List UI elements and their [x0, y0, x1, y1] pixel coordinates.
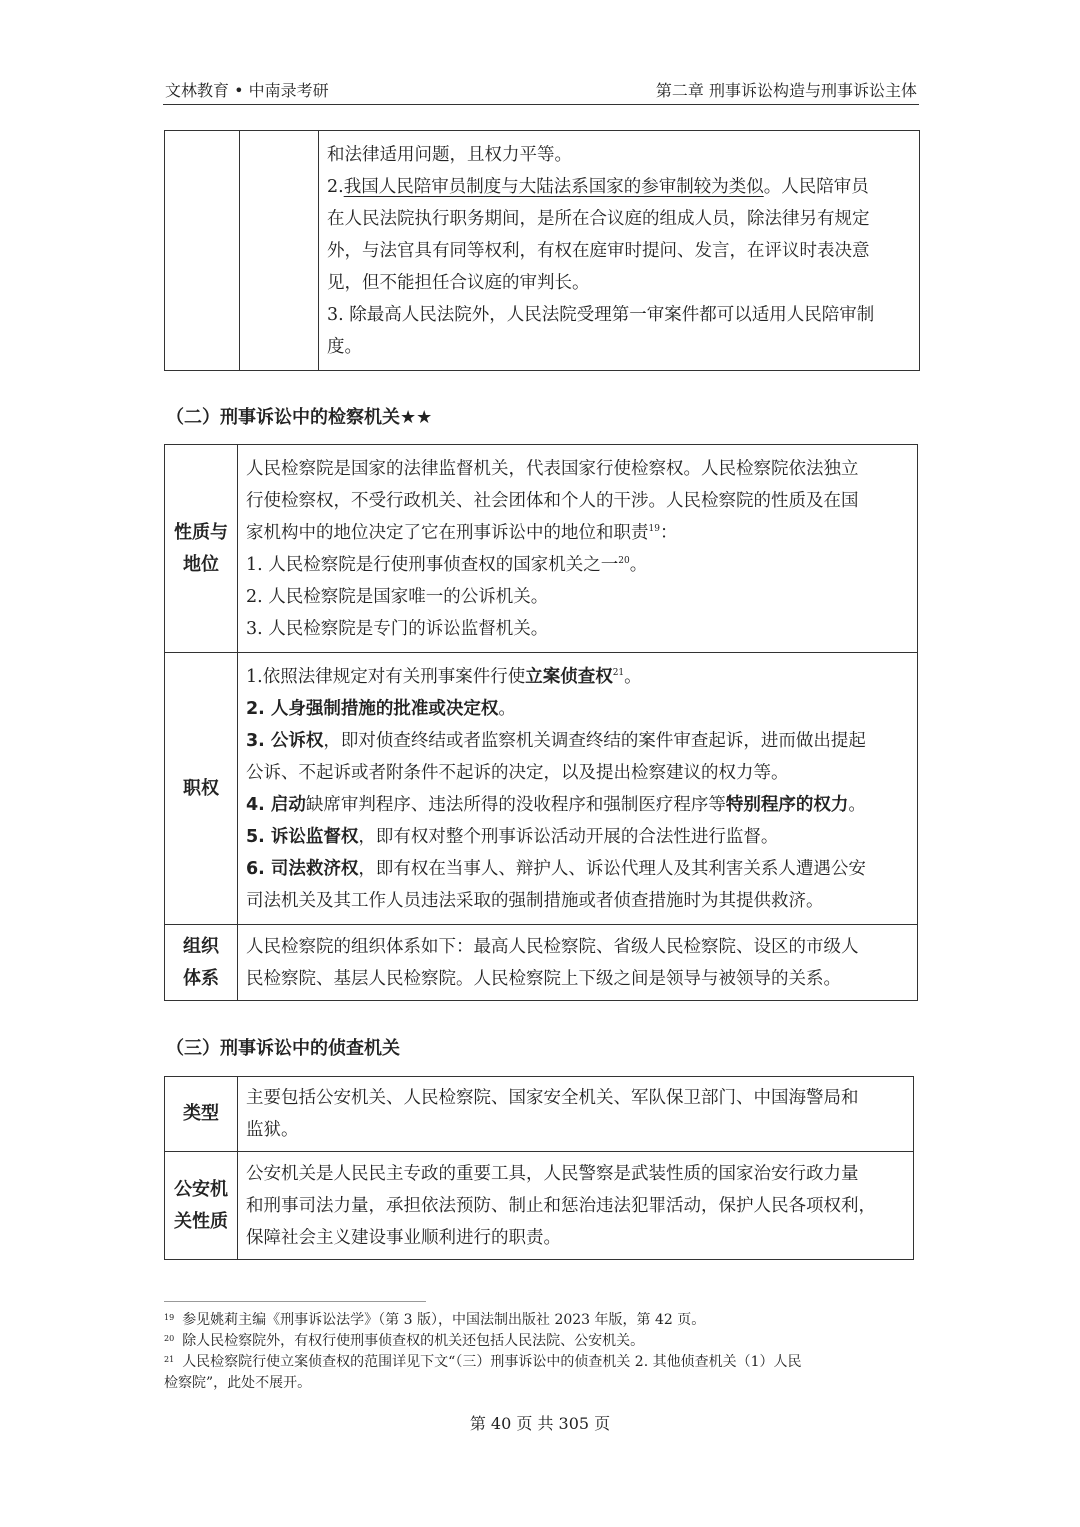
text-line: 3. 人民检察院是专门的诉讼监督机关。 [246, 618, 549, 639]
footnote-21-cont [164, 1373, 924, 1394]
header-left: 文林教育 • 中南录考研 [165, 81, 329, 100]
footnote-text: 人民检察院行使立案侦查权的范围详见下文“（三）刑事诉讼中的侦查机关 2. 其他侦查机关（1）人民 [182, 1354, 802, 1370]
footnote-ref: 19 [648, 523, 660, 534]
text-line [246, 661, 909, 693]
text-line: 在人民法院执行职务期间，是所在合议庭的组成人员，除法律另有规定 [327, 208, 870, 229]
text-line: 和法律适用问题，且权力平等。 [327, 144, 572, 165]
text-line: 3. 除最高人民法院外，人民法院受理第一审案件都可以适用人民陪审制 [327, 304, 875, 325]
text-line: 外，与法官具有同等权利，有权在庭审时提问、发言，在评议时表决意 [327, 240, 870, 261]
text-span: 依照法律规定对有关刑事案件行使 [262, 666, 526, 687]
footnote-text: 参见姚莉主编《刑事诉讼法学》（第 3 版），中国法制出版社 2023 年版，第 42 页。 [182, 1312, 706, 1328]
label-line: 性质与 [174, 521, 228, 543]
label-powers: 职权 [165, 653, 238, 925]
table-investigation [164, 1076, 914, 1260]
text-span: ： [659, 522, 678, 543]
page-number: 第 40 页 共 305 页 [469, 1414, 611, 1433]
empty-cell-2 [240, 131, 319, 371]
label-organization [165, 925, 238, 1001]
text-line [246, 789, 909, 821]
table-procuratorate [164, 444, 918, 1001]
police-nature-content [238, 1152, 914, 1260]
text-line: 公诉、不起诉或者附条件不起诉的决定，以及提出检察建议的权力等。 [246, 762, 789, 783]
text-line: 民检察院、基层人民检察院。人民检察院上下级之间是领导与被领导的关系。 [246, 968, 841, 989]
text-line [246, 821, 909, 853]
text-line: 见，但不能担任合议庭的审判长。 [327, 272, 590, 293]
footnote-number: 20 [164, 1334, 175, 1343]
bold-term: 2. 人身强制措施的批准或决定权 [246, 698, 499, 719]
header-right: 第二章 刑事诉讼构造与刑事诉讼主体 [655, 81, 917, 100]
bold-term: 立案侦查权 [525, 666, 613, 687]
text-line: 司法机关及其工作人员违法采取的强制措施或者侦查措施时为其提供救济。 [246, 890, 824, 911]
text-span: 1. 人民检察院是行使刑事侦查权的国家机关之一 [246, 554, 619, 575]
text-line: 行使检察权，不受行政机关、社会团体和个人的干涉。人民检察院的性质及在国 [246, 490, 859, 511]
text-line: 主要包括公安机关、人民检察院、国家安全机关、军队保卫部门、中国海警局和 [246, 1088, 859, 1108]
text-span: 。 [624, 666, 642, 687]
content-cell [319, 131, 920, 371]
bold-term: 特别程序的权力 [725, 794, 849, 815]
label-police-nature [165, 1152, 238, 1260]
footnote-text: 除人民检察院外，有权行使刑事侦查权的机关还包括人民法院、公安机关。 [182, 1333, 645, 1349]
underlined-text: 我国人民陪审员制度与大陆法系国家的参审制较为类似 [343, 176, 764, 197]
text-span: ，即对侦查终结或者监察机关调查终结的案件审查起诉，进而做出提起 [323, 730, 866, 751]
organization-content [238, 925, 918, 1001]
footnote-number: 19 [164, 1313, 175, 1322]
text-span: ，即有权在当事人、辩护人、诉讼代理人及其利害关系人遭遇公安 [358, 858, 866, 879]
text-line [246, 549, 909, 581]
footnote-21 [164, 1352, 924, 1373]
text-line: 公安机关是人民民主专政的重要工具，人民警察是武装性质的国家治安行政力量 [246, 1163, 859, 1184]
text-line: 监狱。 [246, 1120, 299, 1140]
type-content [238, 1077, 914, 1152]
text-span: 缺席审判程序、违法所得的没收程序和强制医疗程序等 [305, 794, 726, 815]
bold-term: 5. 诉讼监督权 [246, 826, 359, 847]
label-nature-status [165, 445, 238, 653]
text-line: 人民检察院的组织体系如下：最高人民检察院、省级人民检察院、设区的市级人 [246, 936, 859, 957]
text-line [246, 725, 909, 757]
label-line: 体系 [183, 967, 219, 989]
text-line: 度。 [327, 336, 362, 357]
page-header [163, 76, 919, 105]
nature-status-content [238, 445, 918, 653]
table-continuation [164, 130, 920, 371]
text-line: 和刑事司法力量，承担依法预防、制止和惩治违法犯罪活动，保护人民各项权利， [246, 1195, 876, 1216]
text-line [246, 853, 909, 885]
footnote-19 [164, 1310, 924, 1331]
item-number: 2. [327, 176, 344, 197]
section-heading-investigation: （三）刑事诉讼中的侦查机关 [166, 1038, 400, 1059]
footnote-text: 检察院”，此处不展开。 [164, 1375, 312, 1391]
text-span: 。 [848, 794, 866, 815]
text-line [327, 171, 911, 203]
label-line: 组织 [183, 935, 219, 957]
label-line: 关性质 [174, 1210, 228, 1232]
text-line: 人民检察院是国家的法律监督机关，代表国家行使检察权。人民检察院依法独立 [246, 458, 859, 479]
label-line: 地位 [183, 553, 219, 575]
text-line [246, 517, 909, 549]
label-type: 类型 [165, 1077, 238, 1152]
text-span: 家机构中的地位决定了它在刑事诉讼中的地位和职责 [246, 522, 649, 543]
footnote-ref: 21 [612, 667, 625, 678]
text-line [246, 693, 909, 725]
text-line: 保障社会主义建设事业顺利进行的职责。 [246, 1227, 561, 1248]
section-heading-procuratorate: （二）刑事诉讼中的检察机关★★ [166, 407, 433, 428]
empty-cell-1 [165, 131, 240, 371]
footnote-number: 21 [164, 1355, 175, 1364]
powers-content [238, 653, 918, 925]
footnote-ref: 20 [618, 555, 630, 566]
text-span: 。人民陪审员 [763, 176, 869, 197]
text-span: 。 [629, 554, 648, 575]
label-line: 公安机 [174, 1178, 228, 1200]
footnote-20 [164, 1331, 924, 1352]
bold-term: 4. 启动 [246, 794, 306, 815]
text-line: 2. 人民检察院是国家唯一的公诉机关。 [246, 586, 549, 607]
text-span: ，即有权对整个刑事诉讼活动开展的合法性进行监督。 [358, 826, 779, 847]
text-span: 。 [498, 698, 516, 719]
footnotes [164, 1310, 924, 1394]
bold-term: 3. 公诉权 [246, 730, 324, 751]
item-number: 1. [246, 666, 263, 687]
bold-term: 6. 司法救济权 [246, 858, 359, 879]
footnote-divider [164, 1301, 426, 1302]
